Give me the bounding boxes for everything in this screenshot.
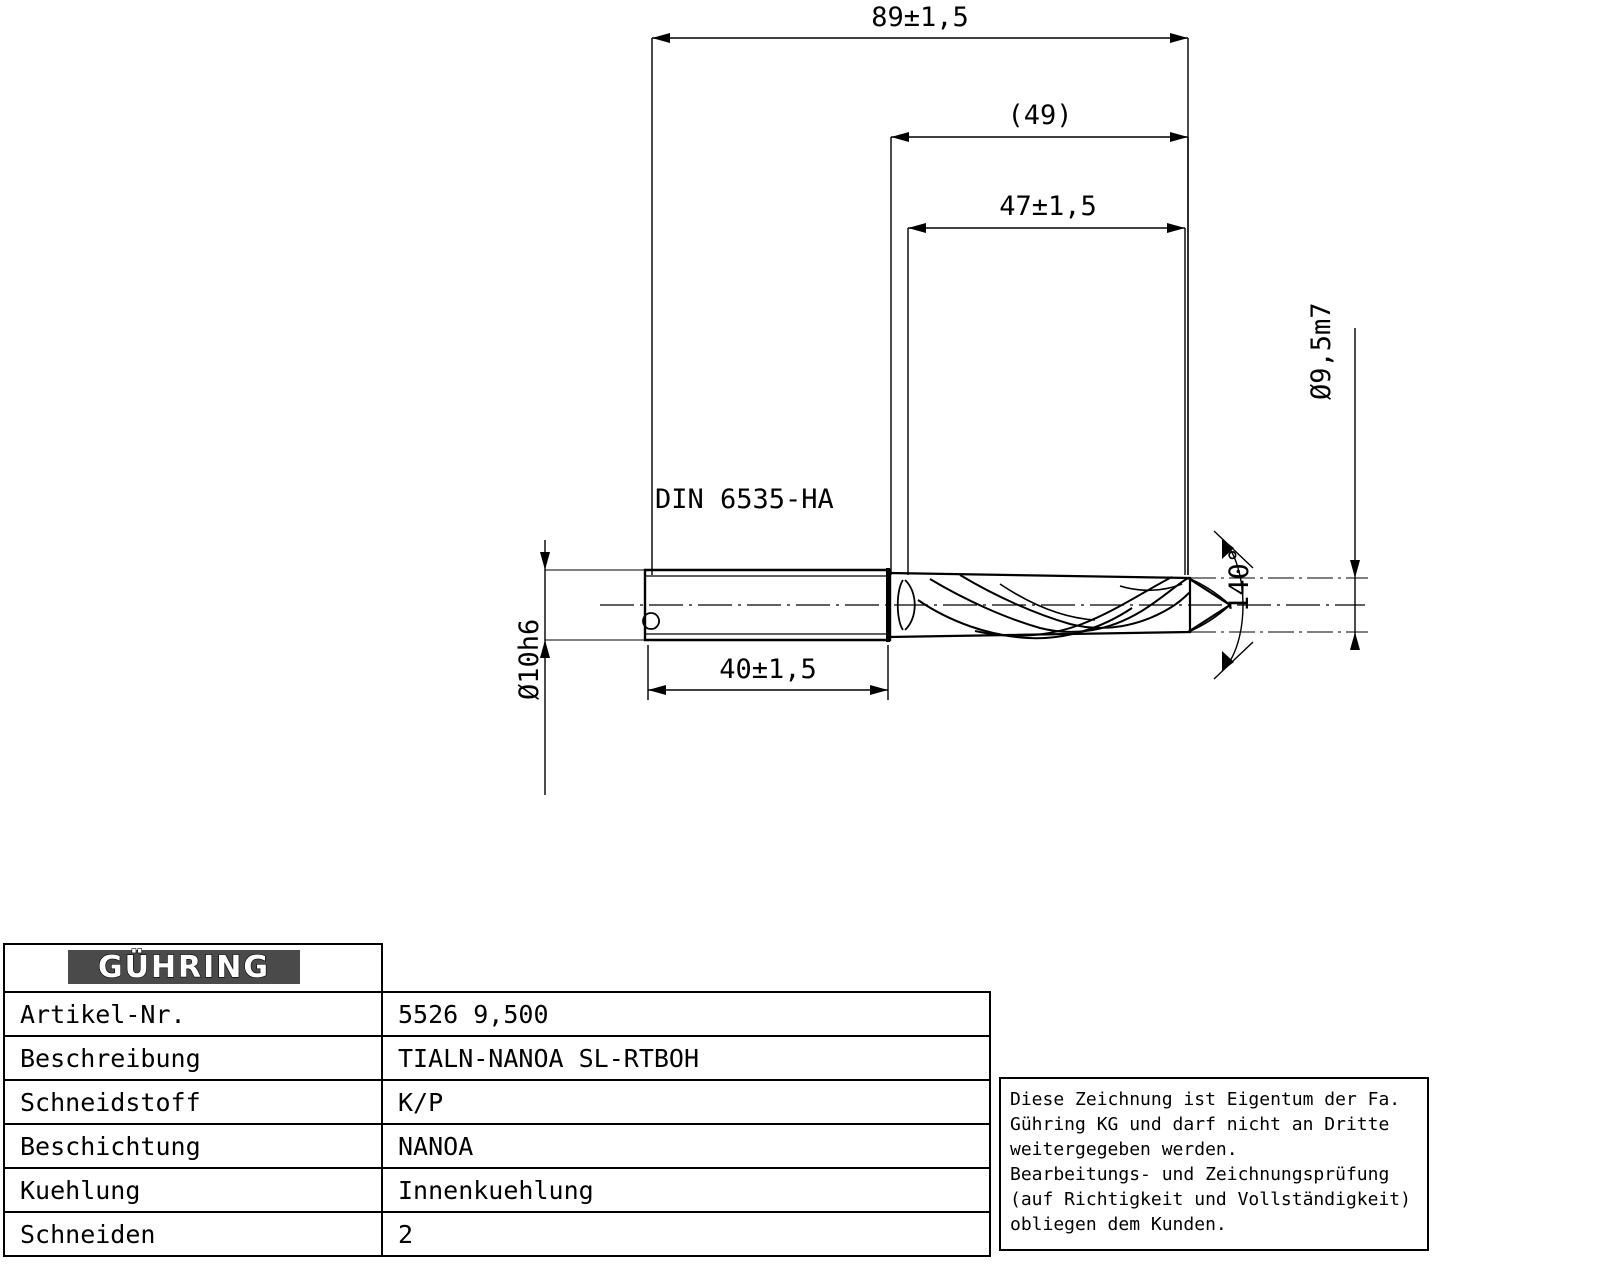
title-block-value-cell [382,1212,990,1256]
standard-note-din: DIN 6535-HA [655,484,834,515]
title-block [4,944,990,1256]
dimension-reference-length [891,100,1188,575]
dimension-label-cutting-diameter: Ø9,5m7 [1306,302,1337,400]
dimension-cutting-diameter [1190,302,1368,650]
title-block-value-cell [382,1080,990,1124]
helix-line-5 [1000,584,1095,620]
title-block-label: Schneiden [20,1220,156,1249]
legal-note-line: obliegen dem Kunden. [1010,1214,1227,1235]
title-block-value: NANOA [398,1132,474,1161]
title-block-label: Beschreibung [20,1044,201,1073]
title-block-label: Kuehlung [20,1176,141,1205]
legal-note-box [1000,1078,1428,1250]
legal-note-line: Gühring KG und darf nicht an Dritte [1010,1114,1390,1135]
dimension-label-shank-diameter: Ø10h6 [514,618,545,700]
helix-line-4 [975,577,1172,636]
dimension-label-point-angle: 140° [1224,546,1255,612]
title-block-label: Schneidstoff [20,1088,201,1117]
title-block-value: Innenkuehlung [398,1176,594,1205]
dimension-shank-diameter [514,540,648,795]
dimension-label-flute-length: 47±1,5 [999,191,1097,222]
title-block-value: 5526 9,500 [398,1000,549,1029]
title-block-value: TIALN-NANOA SL-RTBOH [398,1044,700,1073]
legal-note-line: (auf Richtigkeit und Vollständigkeit) [1010,1189,1411,1210]
dimension-label-overall-length: 89±1,5 [871,2,969,33]
dimension-flute-length [908,191,1185,575]
dimension-label-reference-length: (49) [1007,100,1073,131]
title-block-label: Artikel-Nr. [20,1000,186,1029]
title-block-value: 2 [398,1220,414,1249]
title-block-label: Beschichtung [20,1132,201,1161]
brand-logo-text: GÜHRING [97,950,271,985]
legal-note-line: Bearbeitungs- und Zeichnungsprüfung [1010,1164,1390,1185]
title-block-value: K/P [398,1088,444,1117]
legal-note-line: weitergegeben werden. [1010,1139,1238,1160]
legal-note-line: Diese Zeichnung ist Eigentum der Fa. [1010,1089,1401,1110]
dimension-label-shank-length: 40±1,5 [719,654,817,685]
dimension-shank-length [648,645,888,700]
